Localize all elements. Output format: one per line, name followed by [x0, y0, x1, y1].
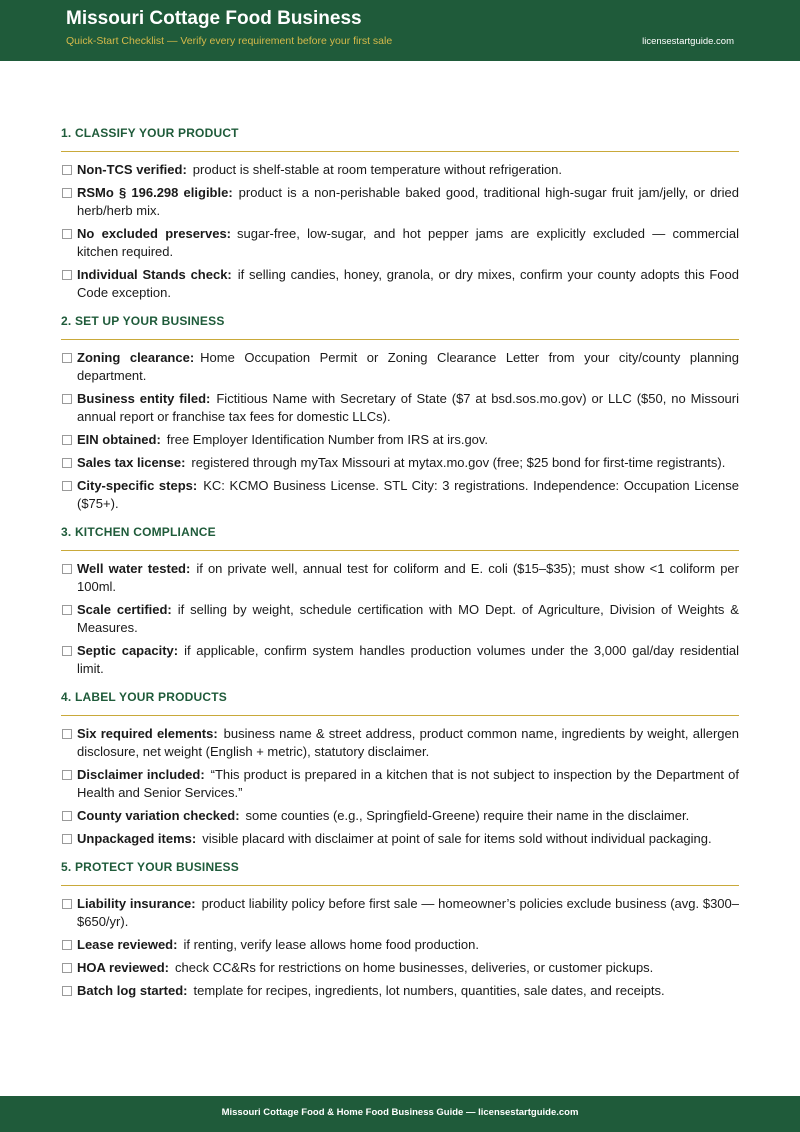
item-text: sugar-free, low-sugar, and hot pepper jams are explicitly excluded — commercial kitchen required. [77, 226, 739, 259]
item-text: if selling candies, honey, granola, or dry mixes, confirm your county adopts this Food Code exception. [77, 267, 739, 300]
checklist-item [61, 266, 739, 302]
checklist-section [61, 314, 739, 513]
checkbox-icon[interactable] [62, 963, 72, 973]
checkbox-icon[interactable] [62, 270, 72, 280]
checkbox-icon[interactable] [62, 165, 72, 175]
checkbox-icon[interactable] [62, 729, 72, 739]
item-title: Lease reviewed: [77, 937, 178, 952]
checklist-item [61, 431, 739, 449]
checklist-item [61, 349, 739, 385]
section-title: 3. KITCHEN COMPLIANCE [61, 525, 739, 551]
item-text: free Employer Identification Number from IRS at irs.gov. [166, 432, 489, 447]
checklist-item [61, 807, 739, 825]
checkbox-icon[interactable] [62, 940, 72, 950]
checklist-item [61, 895, 739, 931]
item-text: if applicable, confirm system handles production volumes under the 3,000 gal/day residential limit. [77, 643, 739, 676]
item-title: Non-TCS verified: [77, 162, 187, 177]
item-title: No excluded preserves: [77, 226, 232, 241]
checkbox-icon[interactable] [62, 834, 72, 844]
item-text: if selling by weight, schedule certification with MO Dept. of Agriculture, Division of Weights & Measures. [77, 602, 739, 635]
page-subtitle: Quick-Start Checklist — Verify every requirement before your first sale [66, 35, 393, 47]
checklist-item [61, 601, 739, 637]
checklist-item [61, 830, 739, 848]
item-text: product liability policy before first sale — homeowner’s policies exclude business (avg. $300–$650/yr). [77, 896, 739, 929]
checklist-item [61, 560, 739, 596]
checkbox-icon[interactable] [62, 770, 72, 780]
checklist-item [61, 936, 739, 954]
checkbox-icon[interactable] [62, 811, 72, 821]
item-title: Zoning clearance: [77, 350, 195, 365]
checkbox-icon[interactable] [62, 646, 72, 656]
item-text: registered through myTax Missouri at mytax.mo.gov (free; $25 bond for first-time registrants). [191, 455, 726, 470]
checkbox-icon[interactable] [62, 899, 72, 909]
item-text: some counties (e.g., Springfield-Greene) require their name in the disclaimer. [245, 808, 690, 823]
checklist-item [61, 766, 739, 802]
checklist-item [61, 184, 739, 220]
item-text: KC: KCMO Business License. STL City: 3 registrations. Independence: Occupation License ($75+). [77, 478, 740, 511]
checkbox-icon[interactable] [62, 353, 72, 363]
checklist-section [61, 525, 739, 678]
item-title: Batch log started: [77, 983, 188, 998]
footer-text: Missouri Cottage Food & Home Food Business Guide — licensestartguide.com [221, 1107, 579, 1118]
section-title: 4. LABEL YOUR PRODUCTS [61, 690, 739, 716]
item-title: Well water tested: [77, 561, 191, 576]
item-text: business name & street address, product common name, ingredients by weight, allergen disclosure, net weight (English + metric), statutory disclaimer. [77, 726, 739, 759]
site-url: licensestartguide.com [642, 36, 734, 47]
item-title: EIN obtained: [77, 432, 161, 447]
checklist-section [61, 690, 739, 848]
item-title: Disclaimer included: [77, 767, 205, 782]
item-title: HOA reviewed: [77, 960, 169, 975]
item-text: Home Occupation Permit or Zoning Clearance Letter from your city/county planning department. [77, 350, 739, 383]
checklist-item [61, 982, 739, 1000]
checklist-item [61, 161, 739, 179]
section-title: 5. PROTECT YOUR BUSINESS [61, 860, 739, 886]
item-title: Business entity filed: [77, 391, 211, 406]
item-title: County variation checked: [77, 808, 240, 823]
item-text: “This product is prepared in a kitchen that is not subject to inspection by the Department of Health and Senior Services.” [77, 767, 739, 800]
checkbox-icon[interactable] [62, 435, 72, 445]
item-text: Fictitious Name with Secretary of State ($7 at bsd.sos.mo.gov) or LLC ($50, no Missouri annual report or franchise tax fees for domestic LLCs). [77, 391, 740, 424]
section-title: 1. CLASSIFY YOUR PRODUCT [61, 126, 739, 152]
item-text: template for recipes, ingredients, lot numbers, quantities, sale dates, and receipts. [193, 983, 665, 998]
section-title: 2. SET UP YOUR BUSINESS [61, 314, 739, 340]
item-title: Scale certified: [77, 602, 172, 617]
checkbox-icon[interactable] [62, 605, 72, 615]
checklist-section [61, 126, 739, 302]
checklist-item [61, 477, 739, 513]
item-text: check CC&Rs for restrictions on home businesses, deliveries, or customer pickups. [175, 960, 654, 975]
item-text: if on private well, annual test for coliform and E. coli ($15–$35); must show <1 coliform per 100ml. [77, 561, 739, 594]
footer-banner [0, 1096, 800, 1132]
item-title: Individual Stands check: [77, 267, 232, 282]
checklist-item [61, 959, 739, 977]
checkbox-icon[interactable] [62, 564, 72, 574]
header-banner [0, 0, 800, 61]
item-text: product is shelf-stable at room temperature without refrigeration. [192, 162, 563, 177]
checkbox-icon[interactable] [62, 481, 72, 491]
checklist-item [61, 642, 739, 678]
checkbox-icon[interactable] [62, 986, 72, 996]
checklist-item [61, 390, 739, 426]
checkbox-icon[interactable] [62, 188, 72, 198]
checklist-section [61, 860, 739, 1000]
checklist-item [61, 225, 739, 261]
item-title: Liability insurance: [77, 896, 196, 911]
checkbox-icon[interactable] [62, 394, 72, 404]
item-title: RSMo § 196.298 eligible: [77, 185, 233, 200]
item-title: Septic capacity: [77, 643, 179, 658]
item-title: Six required elements: [77, 726, 218, 741]
item-title: City-specific steps: [77, 478, 198, 493]
checklist-item [61, 725, 739, 761]
item-title: Sales tax license: [77, 455, 186, 470]
checkbox-icon[interactable] [62, 458, 72, 468]
checklist-item [61, 454, 739, 472]
page-title: Missouri Cottage Food Business [66, 8, 362, 29]
item-text: visible placard with disclaimer at point of sale for items sold without individual packaging. [202, 831, 712, 846]
item-text: product is a non-perishable baked good, traditional high-sugar fruit jam/jelly, or dried herb/herb mix. [77, 185, 739, 218]
checkbox-icon[interactable] [62, 229, 72, 239]
item-text: if renting, verify lease allows home food production. [183, 937, 479, 952]
item-title: Unpackaged items: [77, 831, 197, 846]
checklist-content [61, 126, 739, 1012]
